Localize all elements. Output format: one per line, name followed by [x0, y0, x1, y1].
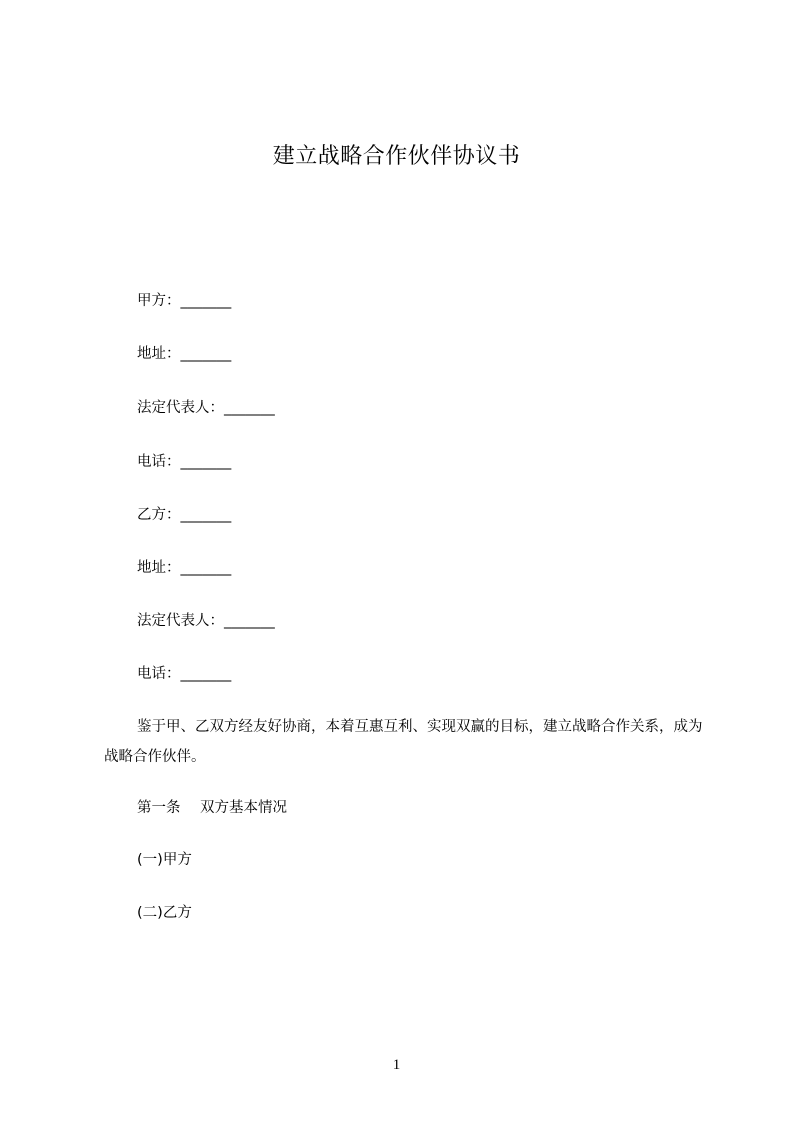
article-1-title: 双方基本情况 — [200, 800, 287, 816]
article-1-number: 第一条 — [137, 800, 181, 816]
party-a-name-blank: _______ — [180, 293, 232, 309]
party-a-name-label: 甲方： — [137, 293, 181, 309]
party-b-representative-label: 法定代表人： — [137, 613, 224, 629]
party-a-phone-label: 电话： — [137, 454, 181, 470]
party-b-address-blank: _______ — [180, 560, 232, 576]
party-b-name-field — [137, 505, 231, 525]
party-b-phone-label: 电话： — [137, 666, 181, 682]
party-a-name-field — [137, 291, 231, 311]
party-a-representative-field — [137, 398, 275, 418]
party-a-phone-field — [137, 452, 231, 472]
party-b-representative-field — [137, 611, 275, 631]
party-b-representative-blank: _______ — [224, 613, 275, 629]
document-title: 建立战略合作伙伴协议书 — [272, 144, 521, 169]
party-a-address-field — [137, 344, 231, 364]
party-b-address-label: 地址： — [137, 560, 181, 576]
sub-item-party-b: (二)乙方 — [137, 905, 192, 921]
page-number: 1 — [392, 1057, 401, 1073]
party-b-address-field — [137, 558, 231, 578]
sub-item-party-a: (一)甲方 — [137, 852, 192, 868]
intro-paragraph: 鉴于甲、乙双方经友好协商，本着互惠互利、实现双赢的目标，建立战略合作关系，成为战略合作伙伴。 — [104, 719, 703, 765]
party-a-representative-label: 法定代表人： — [137, 400, 224, 416]
party-a-address-label: 地址： — [137, 346, 181, 362]
party-a-representative-blank: _______ — [224, 400, 275, 416]
party-a-phone-blank: _______ — [180, 454, 232, 470]
article-1-heading — [137, 798, 287, 818]
party-b-name-blank: _______ — [180, 507, 232, 523]
party-a-address-blank: _______ — [180, 346, 232, 362]
party-b-phone-field — [137, 664, 231, 684]
party-b-name-label: 乙方： — [137, 507, 181, 523]
party-b-phone-blank: _______ — [180, 666, 232, 682]
